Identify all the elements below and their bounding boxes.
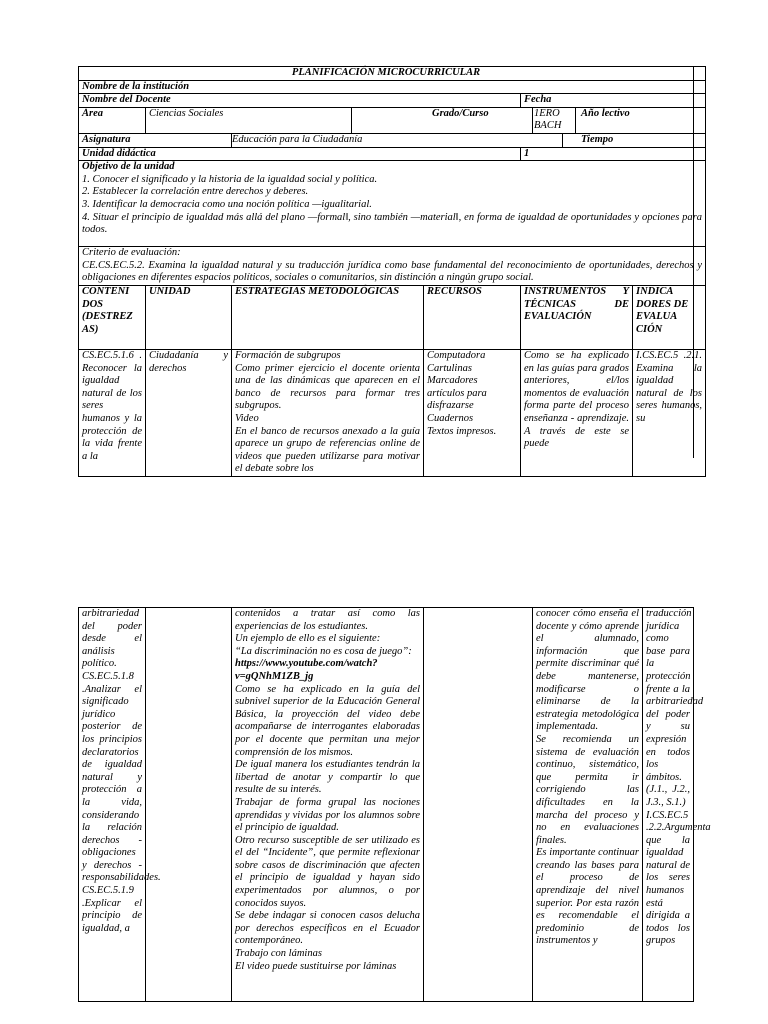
contenido-item: CS.EC.5.1.8 .Analizar el significado jurídico posterior de los principios declaratorios de igualdad natural y protección a la vida, considerando la relación derechos - obligaciones y derechos - responsabilidades. bbox=[82, 670, 161, 884]
column-header-indicadores: INDICA DORES DE EVALUA CIÓN bbox=[633, 285, 706, 349]
edge-cell bbox=[694, 107, 706, 133]
recursos-cell bbox=[424, 349, 521, 476]
estrategia-line: Se debe indagar si conocen casos delucha por derechos específicos en el Ecuador contemporáneo. bbox=[235, 910, 420, 947]
estrategia-line: En el banco de recursos anexado a la guía aparece un grupo de referencias online de videos que pueden utilizarse para motivar el debate sobre los bbox=[235, 425, 420, 475]
estrategia-line: Otro recurso susceptible de ser utilizado es el del “Incidente”, que permite reflexionar sobre casos de discriminación que afecten el principio de igualdad y hayan sido experimentados por alumnos, o por conocidos suyos. bbox=[235, 834, 420, 909]
grade-value: 1ERO BACH bbox=[533, 107, 576, 133]
recurso-item: Cartulinas bbox=[427, 362, 472, 374]
recurso-item: disfrazarse bbox=[427, 400, 474, 412]
edge-cell bbox=[694, 67, 706, 81]
estrategia-line: Como primer ejercicio el docente orienta una de las dinámicas que aparecen en el banco de recursos para formar tres subgrupos. bbox=[235, 362, 420, 412]
subject-value: Educación para la Ciudadanía bbox=[232, 133, 563, 147]
criterion-text: CE.CS.EC.5.2. Examina la igualdad natural y su traducción jurídica como base fundamental del reconocimiento de oportunidades, derechos y obligaciones en diferentes espacios políticos, sociales o comunitarios, sin distinción a ningún grupo social. bbox=[82, 259, 703, 284]
grade-label: Grado/Curso bbox=[352, 107, 533, 133]
unit-value: 1 bbox=[521, 147, 694, 161]
estrategias-cell bbox=[232, 349, 424, 476]
institution-label: Nombre de la institución bbox=[79, 80, 694, 94]
document-title: PLANIFICACIÓN MICROCURRICULAR bbox=[79, 67, 694, 81]
indicadores-cell bbox=[643, 608, 711, 1002]
estrategia-line: Formación de subgrupos bbox=[235, 349, 341, 361]
estrategia-line: Trabajo con láminas bbox=[235, 948, 322, 960]
instrumento-paragraph: Se recomienda un sistema de evaluación continuo, sistemático, que permita ir corrigiendo las dificultades en la marcha del proceso y no en evaluaciones finales. bbox=[536, 733, 639, 846]
objectives-cell bbox=[79, 161, 706, 247]
indicador-item: I.CS.EC.5 .2.2.Argumenta que la igualdad natural de los seres humanos está dirigida a todos los grupos bbox=[646, 809, 711, 947]
contenidos-cell: CS.EC.5.1.6 . Reconocer la igualdad natural de los seres humanos y la protección de la vida frente a la bbox=[79, 349, 146, 476]
estrategia-line: Trabajar de forma grupal las nociones aprendidas y vividas por los alumnos sobre el principio de igualdad. bbox=[235, 796, 420, 834]
recursos-cell bbox=[424, 608, 533, 1002]
estrategia-line: Video bbox=[235, 412, 259, 424]
planning-table-page-1 bbox=[78, 66, 705, 477]
estrategia-line: Como se ha explicado en la guía del subnivel superior de la Educación General Básica, la proyección del video debe acompañarse de interrogantes elaboradas por el docente que permitan una mejor comprensión de los mismos. bbox=[235, 683, 420, 758]
column-header-contenidos: CONTENI DOS (DESTREZ AS) bbox=[79, 285, 146, 349]
unit-label: Unidad didáctica bbox=[79, 147, 521, 161]
unidad-cell: Ciudadanía y derechos bbox=[146, 349, 232, 476]
recurso-item: Textos impresos. bbox=[427, 425, 497, 437]
subject-label: Asignatura bbox=[79, 133, 232, 147]
contenidos-cell bbox=[79, 608, 161, 1002]
edge-cell bbox=[694, 133, 706, 147]
column-header-recursos: RECURSOS bbox=[424, 285, 521, 349]
planning-table-page-2 bbox=[78, 607, 711, 1002]
estrategia-line: De igual manera los estudiantes tendrán la libertad de anotar y compartir lo que resulte de su interés. bbox=[235, 759, 420, 796]
unidad-cell bbox=[146, 608, 232, 1002]
estrategia-line: “La discriminación no es cosa de juego”: bbox=[235, 645, 412, 657]
edge-cell bbox=[694, 147, 706, 161]
objective-item: 3. Identificar la democracia como una noción política —igualitarial. bbox=[82, 198, 372, 210]
instrumentos-cell: Como se ha explicado en las guías para grados anteriores, el/los momentos de evaluación forma parte del proceso enseñanza - aprendizaje. A través de este se puede bbox=[521, 349, 633, 476]
objective-item: 4. Situar el principio de igualdad más allá del plano —formal‖, sino también —material‖, en forma de igualdad de oportunidades y opciones para todos. bbox=[82, 211, 703, 236]
column-header-estrategias: ESTRATEGIAS METODOLÓGICAS bbox=[232, 285, 424, 349]
edge-cell bbox=[694, 94, 706, 108]
objectives-title: Objetivo de la unidad bbox=[82, 161, 175, 173]
date-label: Fecha bbox=[521, 94, 694, 108]
indicadores-cell: I.CS.EC.5 .2.1. Examina la igualdad natural de los seres humanos, su bbox=[633, 349, 706, 476]
time-label: Tiempo bbox=[563, 133, 694, 147]
edge-cell bbox=[694, 80, 706, 94]
objective-item: 2. Establecer la correlación entre derechos y deberes. bbox=[82, 186, 309, 198]
instrumento-paragraph: Es importante continuar creando las bases para el proceso de aprendizaje del nivel superior. Por esta razón es recomendable el predominio de instrumentos y bbox=[536, 847, 639, 947]
criterion-cell bbox=[79, 247, 706, 286]
estrategia-line: Un ejemplo de ello es el siguiente: bbox=[235, 633, 381, 645]
recurso-item: Computadora bbox=[427, 349, 486, 361]
instrumentos-cell bbox=[533, 608, 643, 1002]
year-label: Año lectivo bbox=[576, 107, 694, 133]
video-link[interactable]: https://www.youtube.com/watch?v=gQNhM1ZB_jg bbox=[235, 658, 378, 682]
area-value: Ciencias Sociales bbox=[146, 107, 352, 133]
contenido-item: CS.EC.5.1.9 .Explicar el principio de igualdad, a bbox=[82, 885, 142, 934]
area-label: Área bbox=[79, 107, 146, 133]
estrategia-line: contenidos a tratar así como las experiencias de los estudiantes. bbox=[235, 608, 420, 632]
objective-item: 1. Conocer el significado y la historia de la igualdad social y política. bbox=[82, 173, 378, 185]
teacher-label: Nombre del Docente bbox=[79, 94, 521, 108]
column-header-instrumentos: INSTRUMENTOS Y TÉCNICAS DE EVALUACIÓN bbox=[521, 285, 633, 349]
recurso-item: Marcadores artículos para bbox=[427, 375, 487, 399]
criterion-label: Criterio de evaluación: bbox=[82, 247, 181, 259]
recurso-item: Cuadernos bbox=[427, 412, 474, 424]
instrumento-paragraph: conocer cómo enseña el docente y cómo aprende el alumnado, información que permite discriminar qué debe mantenerse, modificarse o eliminarse de la estrategia metodológica implementada. bbox=[536, 608, 639, 733]
contenido-item: arbitrariedad del poder desde el análisis político. bbox=[82, 608, 142, 670]
estrategias-cell bbox=[232, 608, 424, 1002]
indicador-item: traducción jurídica como base para la protección frente a la arbitrariedad del poder y su expresión en todos los ámbitos. (J.1., J.2., J.3., S.1.) bbox=[646, 608, 704, 808]
estrategia-line: El video puede sustituirse por láminas bbox=[235, 960, 397, 972]
column-header-unidad: UNIDAD bbox=[146, 285, 232, 349]
